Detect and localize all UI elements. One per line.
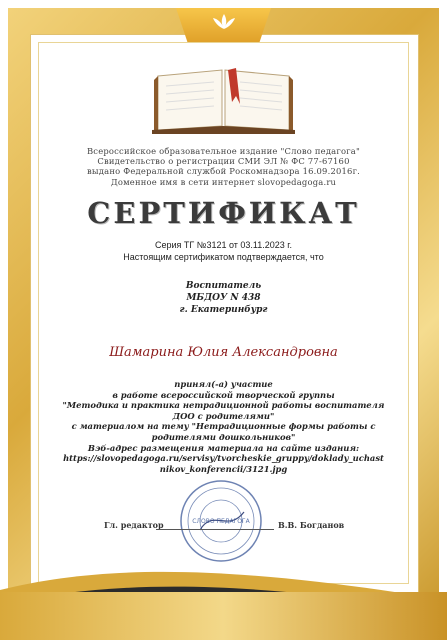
body-line: ДОО с родителями" (172, 410, 275, 421)
certificate-body (40, 379, 407, 474)
certificate-title: СЕРТИФИКАТ (87, 196, 360, 230)
material-url: https://slovopedagoga.ru/servisy/tvorcheskie_gruppy/doklady_uchast (63, 453, 384, 464)
certificate-series (40, 239, 407, 263)
publisher-seal (178, 478, 264, 564)
material-url: nikov_konferencii/3121.jpg (159, 463, 288, 474)
open-book-icon (152, 62, 295, 134)
signature-line (156, 529, 274, 530)
publisher-line: Доменное имя в сети интернет slovopedagoga.ru (110, 176, 337, 187)
city: г. Екатеринбург (179, 305, 268, 315)
body-line: с материалом на тему "Нетрадиционные формы работы с (71, 421, 376, 432)
seal-text: СЛОВО ПЕДАГОГА (192, 518, 250, 525)
lotus-icon (209, 12, 239, 32)
signature-right-label: В.В. Богданов (278, 520, 345, 530)
body-line: "Методика и практика нетрадиционной работы воспитателя (62, 400, 385, 411)
publisher-line: Свидетельство о регистрации СМИ ЭЛ № ФС 77-67160 (97, 156, 350, 167)
recipient-name: Шамарина Юлия Александровна (109, 345, 338, 360)
position-title: Воспитатель (185, 281, 262, 291)
confirm-text: Настоящим сертификатом подтверждается, что (123, 252, 324, 262)
publisher-line: Всероссийское образовательное издание "Слово педагога" (86, 146, 361, 156)
body-line: в работе всероссийской творческой группы (112, 389, 335, 400)
bottom-gold-bar (0, 592, 447, 640)
publisher-line: выдано Федеральной службой Роскомнадзора 16.09.2016г. (86, 166, 361, 177)
series-number: Серия ТГ №3121 от 03.11.2023 г. (155, 240, 292, 250)
body-line: принял(-а) участие (174, 379, 273, 389)
body-line: Вэб-адрес размещения материала на сайте издания: (87, 442, 360, 453)
organization: МБДОУ N 438 (186, 293, 261, 303)
recipient-position (40, 280, 407, 316)
publisher-info (40, 146, 407, 187)
body-line: родителями дошкольников" (151, 431, 296, 442)
signature-left-label: Гл. редактор (104, 520, 164, 530)
